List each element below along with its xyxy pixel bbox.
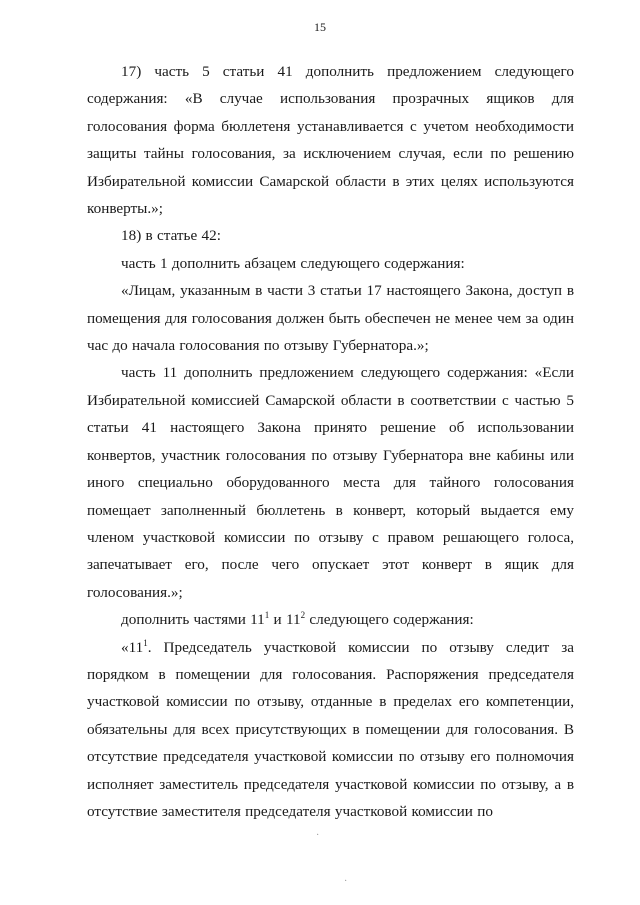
part-11-1-text: . Председатель участковой комиссии по отзыву следит за порядком в помещении для голосования. Распоряжения председателя участковой комиссии по отзыву, отданные в пределах его компетенции, обязательны для всех присутствующих в помещении для голосования. В отсутствие председателя участковой комиссии по отзыву его полномочия исполняет заместитель председателя участковой комиссии по отзыву, а в отсутствие заместителя председателя участковой комиссии по (87, 638, 574, 820)
scan-speck: · (316, 830, 320, 841)
add-parts-sup-1: 1 (264, 610, 270, 621)
paragraph-part-11: часть 11 дополнить предложением следующего содержания: «Если Избирательной комиссией Самарской области в соответствии с частью 5 статьи 41 настоящего Закона принято решение об использовании конвертов, участник голосования по отзыву Губернатора вне кабины или иного специально оборудованного места для тайного голосования помещает заполненный бюллетень в конверт, который выдается ему членом участковой комиссии по отзыву с правом решающего голоса, запечатывает его, после чего опускает этот конверт в ящик для голосования.»; (87, 364, 574, 601)
page-number: 15 (314, 20, 326, 34)
add-parts-text-3: следующего содержания: (305, 611, 474, 629)
add-parts-sup-2: 2 (300, 610, 306, 621)
document-body (87, 58, 574, 825)
scan-speck: · (344, 876, 348, 887)
paragraph-add-parts (87, 606, 574, 633)
part-11-1-sup: 1 (143, 637, 148, 648)
paragraph-17: 17) часть 5 статьи 41 дополнить предложением следующего содержания: «В случае использования прозрачных ящиков для голосования форма бюллетеня устанавливается с учетом необходимости защиты тайны голосования, за исключением случая, если по решению Избирательной комиссии Самарской области в этих целях используются конверты.»; (87, 63, 574, 218)
add-parts-text-2: и 11 (269, 611, 301, 629)
paragraph-18: 18) в статье 42: (121, 227, 221, 245)
paragraph-11-1 (87, 634, 574, 826)
part-11-1-open: «11 (121, 638, 144, 656)
paragraph-part-1: часть 1 дополнить абзацем следующего содержания: (121, 254, 465, 272)
paragraph-quote-1: «Лицам, указанным в части 3 статьи 17 настоящего Закона, доступ в помещения для голосования должен быть обеспечен не менее чем за один час до начала голосования по отзыву Губернатора.»; (87, 282, 574, 355)
add-parts-text-1: дополнить частями 11 (121, 611, 265, 629)
